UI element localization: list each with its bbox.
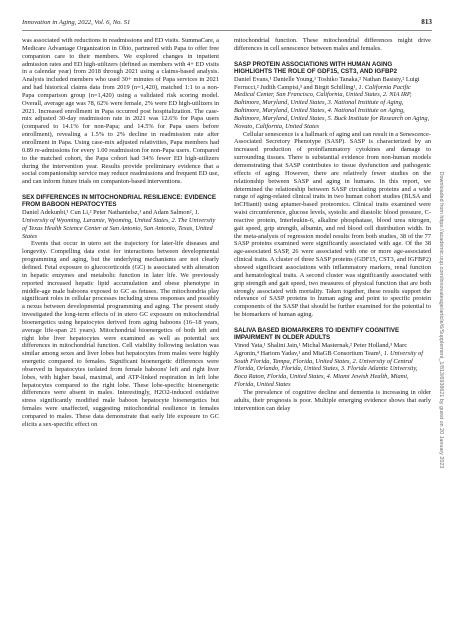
author-affiliations: 1. California Pacific Medical Center, San Francisco, California, United States, 2. NIA IRP, Baltimore, Maryland, United States, 3. National Institute of Aging, Baltimore, Maryland, United States, 4. National Institute on Aging, Baltimore, Maryland, United States, 5. Buck Institute for Research on Aging, Novato, California, United States <box>234 83 430 130</box>
author-names: Daniel Adekunbi,¹ Cun Li,² Peter Nathanielsz,¹ and Adam Salmon², <box>22 209 195 217</box>
author-names: Daniel Evans,¹ Danielle Young,¹ Toshiko Tanaka,² Nathan Basisty,² Luigi Ferrucci,² Judith Campisi,³ and Birgit Schilling¹, <box>234 75 420 91</box>
running-header <box>22 18 432 31</box>
download-watermark: Downloaded from https://academic.oup.com/innovateage/article/6/Supplement_1/813/6938621 by guest on 20 January 2023 <box>438 171 444 469</box>
abstract-body: The prevalence of cognitive decline and dementia is increasing in older adults, their prognosis is poor. Multiple emerging evidence shows that early intervention can delay <box>234 388 431 412</box>
author-list <box>234 76 431 131</box>
right-column <box>234 37 431 607</box>
abstract-body: Cellular senescence is a hallmark of aging and can result in a Senescence-Associated Secretory Phenotype (SASP). SASP is characterized by an increased production of proinflammatory cytokines and damage to surrounding tissues. There is substantial evidence from non-human models demonstrating that SASP contributes to tissue dysfunction and pathogenic effects of aging. However, there are relatively fewer studies on the relationship between SASP and aging in humans. In this report, we determined the relationship between SASP circulating proteins and a wide range of aging-related clinical traits in two human cohort studies (BLSA and InCHianti) using aptamer-based proteomics. Clinical traits examined were waist circumference, glucose levels, systolic and diastolic blood pressure, C-reactive protein, Interleukin-6, alkaline phosphatase, blood urea nitrogen, gait speed, grip strength, albumin, and red blood cell distribution width. In the meta-analysis of regression model results from both studies, 38 of the 77 SASP proteins examined were significantly associated with age. Of the 38 age-associated SASP, 26 were associated with one or more age-associated clinical traits. A cluster of three SASP proteins (GDF15, CST3, and IGFBP2) showed significant associations with inflammatory markers, renal function and hematological traits. A second cluster was significantly associated with grip strength and gait speed, two measures of physical function that are both strongly associated with mortality. Taken together, these results support the relevance of SASP proteins to human aging and point to specific protein components of the SASP that should be further examined for the potential to be biomarkers of human aging. <box>234 130 431 319</box>
continued-abstract-text: was associated with reductions in readmissions and ED visits. SummaCare, a Medicare Advantage Organization in Ohio, partnered with Papa to offer free companion care to their members. We explored changes in inpatient admission rates and ED high-utilizers (defined as members with 4+ ED visits in a calendar year) from 2018 through 2021 using a claims-based analysis. Analysis included members who used 30+ minutes of Papa services in 2021 and had historical claims data from 2019 (n=1,420), matched 1:1 to a non-Papa comparison group (n=1,420) using a validated risk scoring model. Overall, average age was 78, 62% were female, 2% were ED high-utilizers in 2021. Increased enrollment in Papa occurred post hospitalization. The case-mix adjusted 30-day readmission rate in 2021 was 12.6% for Papa users (compared to 14.1% for non-Papa; and 14.5% for Papa users before enrollment), revealing a 1.5% to 2% decline in readmission rate after enrollment in Papa. Using case-mix adjusted relativities, Papa members had 0.89 re-admissions for every 1.00 readmission for non-Papa users. Compared to the matched cohort, the Papa cohort had 34% fewer ED high-utilizers during the intervention year. Results provide preliminary evidence that a social companionship service may reduce readmissions and frequent ED use, and can inform future trials on companion-based interventions. <box>22 37 219 186</box>
abstract-body: Events that occur in utero set the trajectory for later-life diseases and longevity. Compelling data exist for interactions between developmental programming and aging, but the underlying mechanisms are not clearly defined. Fetal exposure to glucocorticoids (GC) is associated with alteration in hepatic enzymes and metabolic function in later life. We previously reported increased hepatic lipid accumulation and obese phenotype in middle-age male baboons exposed to GC as fetuses. The mitochondria play significant roles in cellular processes including stress responses and possibly a nexus between developmental programming and aging. The present study investigated the long-term effects of in utero GC exposure on mitochondrial bioenergetics using hepatocytes derived from aging baboons (16–18 years, average life-span 21 years). Mitochondrial bioenergetics of both left and right lobe liver hepatocytes were examined as well as potential sex differences in mitochondrial function. Cell viability following isolation was similar among sexes and liver lobes but hepatocytes from males were highly energetic compared to females. Significant bioenergetic differences were observed in hepatocytes isolated from female baboons' left and right liver lobes, with higher basal, maximal, and ATP-linked respiration in left lobe hepatocytes compared to the right lobe. These lobe-specific bioenergetic differences were absent in males. Interestingly, H2O2-induced oxidative stress significantly modified male baboon hepatocyte bioenergetics but females were unaffected, suggesting mitochondrial resilience in females compared to males. These data demonstrate that early life exposure to GC elicits a sex-specific effect on <box>22 240 219 428</box>
author-list <box>22 209 219 240</box>
abstract-title: SEX DIFFERENCES IN MITOCHONDRIAL RESILIENCE: EVIDENCE FROM BABOON HEPATOCYTES <box>22 193 217 209</box>
left-column <box>22 37 219 607</box>
author-affiliations: 1. University of South Florida, Tampa, Florida, United States, 2. University of Central Florida, Orlando, Florida, United States, 3. Florida Atlantic University, Boca Raton, Florida, United States, 4. Miami Jewish Health, Miami, Florida, United States <box>234 349 423 389</box>
journal-title: Innovation in Aging, 2022, Vol. 6, No. S1 <box>22 19 131 26</box>
author-affiliations: 1. University of Wyoming, Laramie, Wyoming, United States, 2. The University of Texas Health Science Center at San Antonio, San Antonio, Texas, United States <box>22 209 216 240</box>
abstract-title: SASP PROTEIN ASSOCIATIONS WITH HUMAN AGING HIGHLIGHTS THE ROLE OF GDF15, CST3, AND IGFBP2 <box>234 60 398 76</box>
author-list <box>234 342 431 389</box>
abstract-title: SALIVA BASED BIOMARKERS TO IDENTIFY COGNITIVE IMPAIRMENT IN OLDER ADULTS <box>234 326 400 342</box>
page-number: 813 <box>421 18 432 26</box>
continued-abstract-text: mitochondrial function. These mitochondrial differences might drive differences in cell senescence between males and females. <box>234 37 431 52</box>
author-names: Vinod Yata,¹ Shalini Jain,¹ Michal Masternak,² Peter Holland,³ Marc Agronin,⁴ Hariom Yadav,¹ and MiaGB Consortium Team¹, <box>234 341 408 357</box>
